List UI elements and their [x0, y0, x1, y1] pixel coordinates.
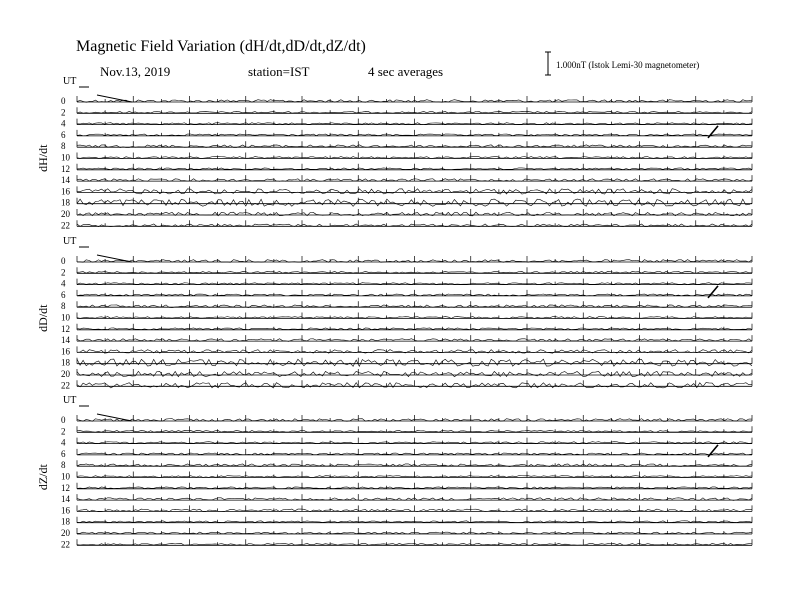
row-hour-label: 6 — [61, 289, 66, 300]
row-hour-label: 20 — [61, 528, 70, 538]
row-hour-label: 4 — [61, 437, 66, 448]
row-hour-label: 16 — [61, 505, 70, 516]
row-hour-label: 10 — [61, 152, 70, 163]
row-hour-label: 20 — [61, 369, 70, 379]
row-hour-label: 18 — [61, 197, 70, 208]
chart-title: Magnetic Field Variation (dH/dt,dD/dt,dZ/dt) — [76, 38, 366, 55]
row-hour-label: 8 — [61, 301, 66, 312]
row-hour-label: 2 — [61, 107, 66, 118]
date-label: Nov.13, 2019 — [100, 64, 171, 79]
row-hour-label: 6 — [61, 448, 66, 459]
row-hour-label: 18 — [61, 357, 70, 368]
averaging-label: 4 sec averages — [368, 64, 444, 79]
start-marker-dH — [97, 95, 132, 102]
row-hour-label: 0 — [61, 96, 66, 106]
scale-bar-label: 1.000nT (Istok Lemi-30 magnetometer) — [556, 60, 700, 70]
station-label: station=IST — [248, 64, 310, 79]
row-hour-label: 2 — [61, 267, 66, 278]
row-hour-label: 22 — [61, 380, 70, 391]
row-hour-label: 12 — [61, 323, 70, 334]
row-hour-label: 6 — [61, 129, 66, 140]
row-hour-label: 10 — [61, 471, 70, 482]
row-hour-label: 20 — [61, 209, 70, 219]
row-hour-label: 2 — [61, 426, 66, 437]
row-hour-label: 10 — [61, 312, 70, 323]
row-hour-label: 12 — [61, 482, 70, 493]
row-hour-label: 12 — [61, 163, 70, 174]
row-hour-label: 14 — [61, 335, 70, 346]
panel-ylabel-dH: dH/dt — [36, 144, 50, 172]
row-hour-label: 16 — [61, 346, 70, 357]
row-hour-label: 14 — [61, 494, 70, 505]
row-hour-label: 4 — [61, 278, 66, 289]
ut-axis-label-dH: UT — [63, 76, 77, 87]
row-hour-label: 16 — [61, 186, 70, 197]
row-hour-label: 14 — [61, 175, 70, 186]
row-hour-label: 0 — [61, 415, 66, 425]
row-hour-label: 0 — [61, 256, 66, 266]
row-hour-label: 8 — [61, 460, 66, 471]
row-hour-label: 8 — [61, 141, 66, 152]
row-hour-label: 22 — [61, 539, 70, 550]
panel-ylabel-dZ: dZ/dt — [36, 464, 50, 491]
row-hour-label: 18 — [61, 516, 70, 527]
ut-axis-label-dZ: UT — [63, 395, 77, 406]
ut-axis-label-dD: UT — [63, 236, 77, 247]
row-hour-label: 22 — [61, 220, 70, 231]
panel-ylabel-dD: dD/dt — [36, 304, 50, 332]
row-hour-label: 4 — [61, 118, 66, 129]
